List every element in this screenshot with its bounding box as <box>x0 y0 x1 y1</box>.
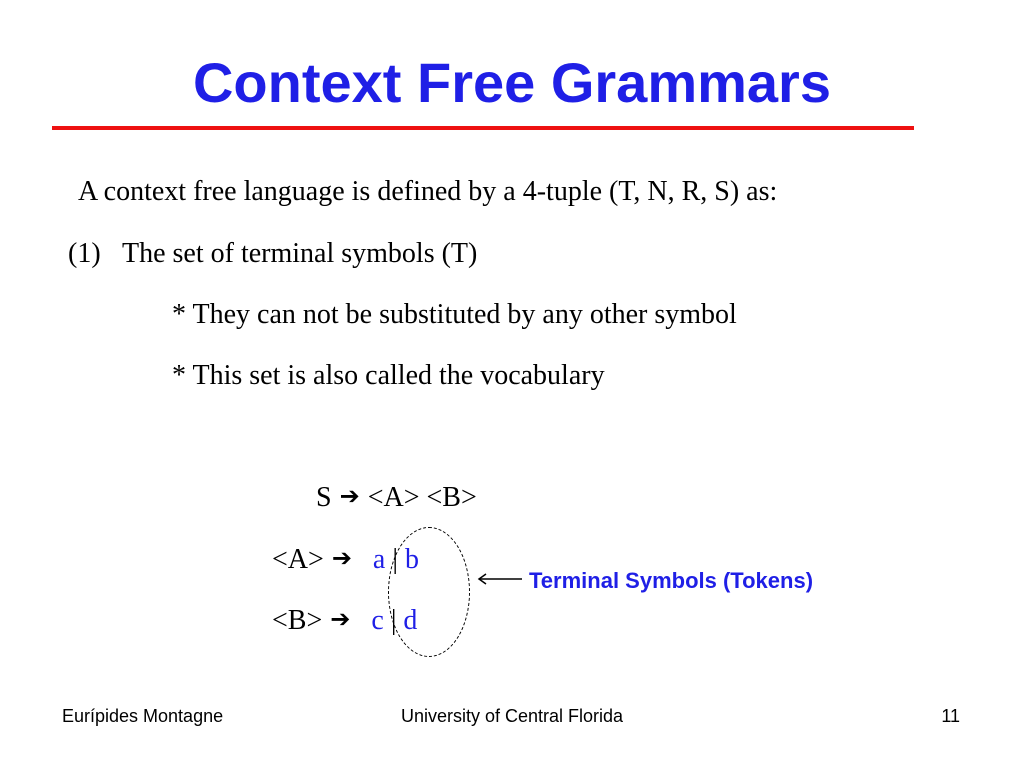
item-number: (1) <box>68 238 101 269</box>
right-arrow-icon: ➔ <box>330 605 351 633</box>
right-arrow-icon: ➔ <box>339 482 360 510</box>
alternative-bar: | <box>392 544 398 575</box>
grammar-rule-s <box>316 484 477 512</box>
slide-title: Context Free Grammars <box>192 51 831 114</box>
terminal-c: c <box>371 605 384 636</box>
right-arrow-icon: ➔ <box>331 544 352 572</box>
terminal-ellipse <box>388 527 470 657</box>
bullet-substitution: * They can not be substituted by any other symbol <box>172 299 737 330</box>
terminal-symbols-label: Terminal Symbols (Tokens) <box>529 568 814 593</box>
footer-author: Eurípides Montagne <box>62 706 224 726</box>
alternative-bar: | <box>390 605 397 636</box>
terminal-a: a <box>372 544 386 575</box>
rule-lhs: S <box>316 482 332 513</box>
terminal-b: b <box>404 544 419 575</box>
page-number: 11 <box>941 706 960 726</box>
terminal-d: d <box>403 605 418 636</box>
footer-institution: University of Central Florida <box>400 706 624 726</box>
bullet-vocabulary: * This set is also called the vocabulary <box>172 360 605 391</box>
rule-rhs: <A> <B> <box>367 482 477 513</box>
rule-lhs: <A> <box>272 544 324 575</box>
left-arrow-icon <box>474 568 524 590</box>
rule-lhs: <B> <box>272 605 323 636</box>
intro-text: A context free language is defined by a 4-tuple (T, N, R, S) as: <box>78 176 778 207</box>
title-underline <box>52 126 914 130</box>
item-text: The set of terminal symbols (T) <box>122 238 478 269</box>
